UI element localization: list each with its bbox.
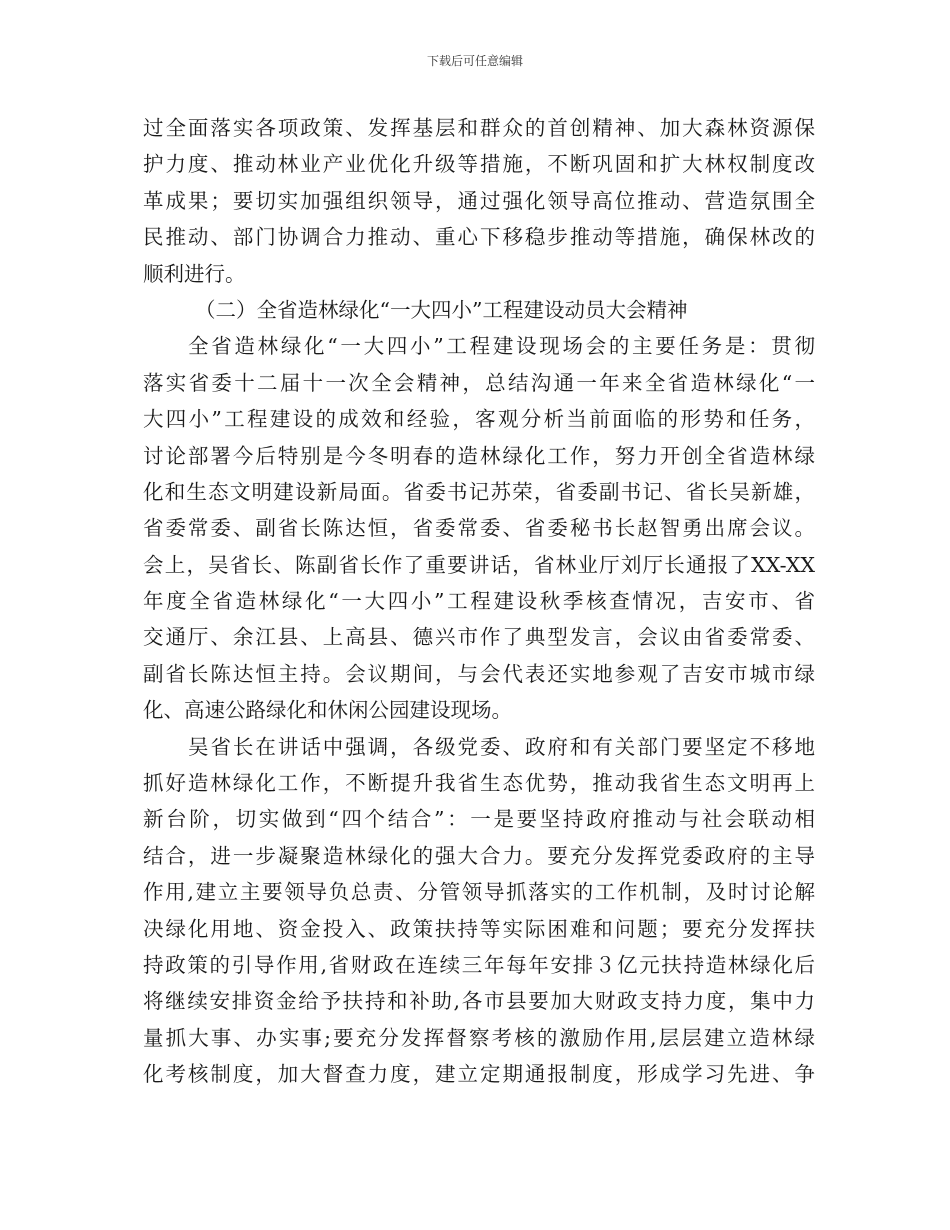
text-line: 交通厅、余江县、上高县、德兴市作了典型发言，会议由省委常委、 (143, 625, 815, 650)
text-line: 省委常委、副省长陈达恒，省委常委、省委秘书长赵智勇出席会议。 (143, 516, 815, 541)
document-body (143, 110, 815, 1093)
text-line: 会上，吴省长、陈副省长作了重要讲话，省林业厅刘厅长通报了XX-XX (143, 552, 815, 577)
text-line: 化考核制度，加大督查力度，建立定期通报制度，形成学习先进、争 (143, 1062, 815, 1087)
text-line: 化、高速公路绿化和休闲公园建设现场。 (143, 698, 512, 723)
text-line: 顺利进行。 (143, 261, 246, 286)
text-line: 年度全省造林绿化“一大四小”工程建设秋季核查情况，吉安市、省 (143, 589, 815, 614)
text-line: 过全面落实各项政策、发挥基层和群众的首创精神、加大森林资源保 (143, 116, 815, 140)
text-line: 新台阶，切实做到“四个结合”：一是要坚持政府推动与社会联动相 (143, 807, 815, 832)
text-line: 副省长陈达恒主持。会议期间，与会代表还实地参观了吉安市城市绿 (143, 661, 815, 686)
text-line: 吴省长在讲话中强调，各级党委、政府和有关部门要坚定不移地 (188, 734, 815, 759)
text-line: 量抓大事、办实事;要充分发挥督察考核的激励作用,层层建立造林绿 (143, 1025, 815, 1050)
text-line: 民推动、部门协调合力推动、重心下移稳步推动等措施，确保林改的 (143, 225, 815, 250)
text-line: 化和生态文明建设新局面。省委书记苏荣，省委副书记、省长吴新雄， (143, 479, 815, 504)
text-line: 落实省委十二届十一次全会精神，总结沟通一年来全省造林绿化“一 (143, 370, 815, 395)
page-header: 下载后可任意编辑 (426, 54, 523, 68)
text-line: 持政策的引导作用,省财政在连续三年每年安排３亿元扶持造林绿化后 (143, 952, 815, 977)
section-heading: （二）全省造林绿化“一大四小”工程建设动员大会精神 (195, 297, 688, 322)
text-line: 将继续安排资金给予扶持和补助,各市县要加大财政支持力度，集中力 (143, 989, 815, 1014)
text-line: 作用,建立主要领导负总责、分管领导抓落实的工作机制，及时讨论解 (143, 880, 815, 905)
text-line: 大四小”工程建设的成效和经验，客观分析当前面临的形势和任务， (143, 407, 815, 432)
text-line: 结合，进一步凝聚造林绿化的强大合力。要充分发挥党委政府的主导 (143, 843, 815, 868)
text-line: 抓好造林绿化工作，不断提升我省生态优势，推动我省生态文明再上 (143, 771, 815, 796)
text-line: 护力度、推动林业产业优化升级等措施，不断巩固和扩大林权制度改 (143, 152, 815, 177)
text-line: 全省造林绿化“一大四小”工程建设现场会的主要任务是：贯彻 (188, 334, 815, 359)
text-line: 讨论部署今后特别是今冬明春的造林绿化工作，努力开创全省造林绿 (143, 443, 815, 468)
text-line: 革成果；要切实加强组织领导，通过强化领导高位推动、营造氛围全 (143, 188, 815, 213)
text-line: 决绿化用地、资金投入、政策扶持等实际困难和问题；要充分发挥扶 (143, 916, 815, 941)
